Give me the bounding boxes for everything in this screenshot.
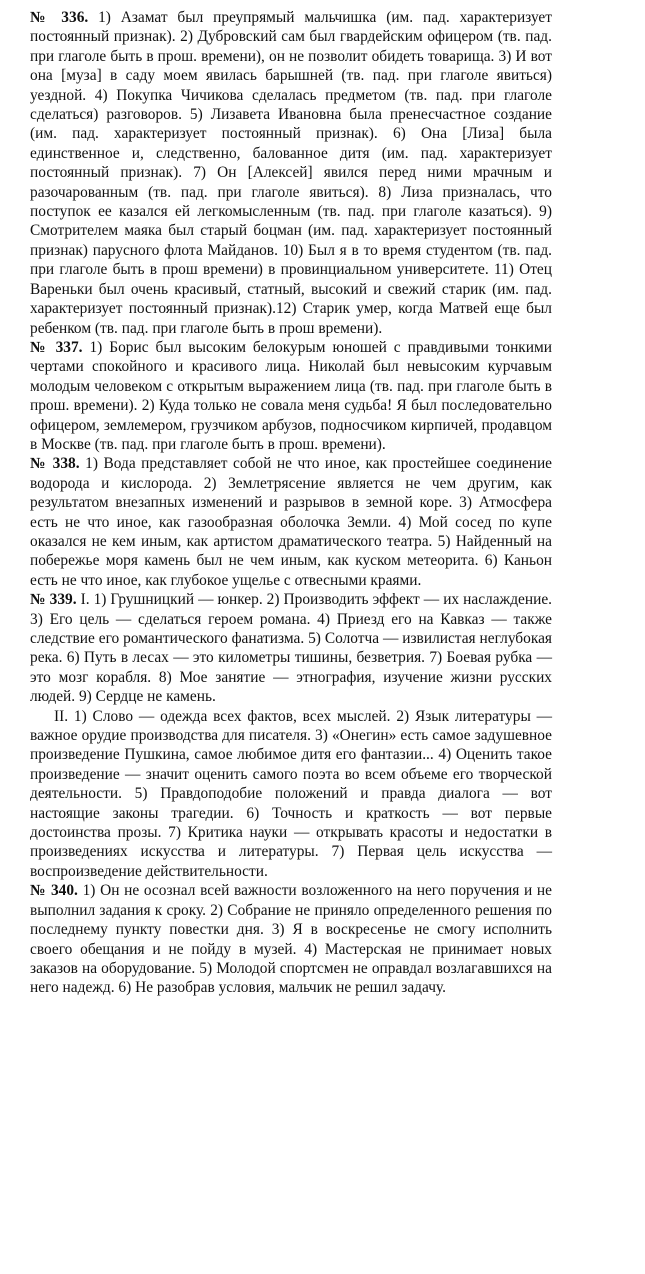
exercise-337: [30, 338, 552, 454]
exercise-339-part-2: [30, 707, 552, 882]
exercise-338: [30, 454, 552, 590]
exercise-text: II. 1) Слово — одежда всех фактов, всех мыслей. 2) Язык литературы — важное орудие производства для писателя. 3) «Онегин» есть самое задушевное произведение Пушкина, самое любимое дитя его фантазии... 4) Оценить такое произведение — значит оценить самого поэта во всем объеме его творческой деятельности. 5) Правдоподобие положений и правда диалога — вот настоящие законы трагедии. 6) Точность и краткость — вот первые достоинства прозы. 7) Критика науки — открывать красоты и недостатки в произведениях искусства и литературы. 7) Первая цель искусства — воспроизведение действительности.: [30, 707, 552, 880]
exercise-number: № 336.: [30, 9, 89, 26]
exercise-number: № 340.: [30, 882, 78, 900]
exercise-text: 1) Азамат был преупрямый мальчишка (им. пад. характеризует постоянный признак). 2) Дубровский сам был гвардейским офицером (тв. пад. при глаголе быть в прош. времени), он не позволит обидеть товарища. 3) И вот она [муза] в саду моем явилась барышней (тв. пад. при глаголе явиться) уездной. 4) Покупка Чичикова сделалась предметом (тв. пад. при глаголе сделаться) разговоров. 5) Лизавета Ивановна была пренесчастное создание (им. пад. характеризует постоянный признак). 6) Она [Лиза] была единственное и, следственно, балованное дитя (им. пад. характеризует постоянный признак). 7) Он [Алексей] явился перед ними мрачным и разочарованным (тв. пад. при глаголе явиться). 8) Лиза призналась, что поступок ее казался ей легкомысленным (тв. пад. при глаголе казаться). 9) Смотрителем маяка был старый боцман (им. пад. характеризует постоянный признак) парусного флота Майданов. 10) Был я в то время студентом (тв. пад. при глаголе быть в прош времени) в провинциальном университете. 11) Отец Вареньки был очень красивый, статный, высокий и свежий старик (им. пад. характеризует постоянный признак).12) Старик умер, когда Матвей еще был ребенком (тв. пад. при глаголе быть в прош времени).: [30, 9, 552, 337]
exercise-text: 1) Он не осознал всей важности возложенного на него поручения и не выполнил задания к сроку. 2) Собрание не приняло определенного решения по последнему пункту повестки дня. 3) Я в воскресенье не смогу исполнить своего обещания и не пойду в музей. 4) Мастерская не принимает новых заказов на оборудование. 5) Молодой спортсмен не оправдал возлагавшихся на него надежд. 6) Не разобрав условия, мальчик не решил задачу.: [30, 882, 552, 997]
exercise-number: № 337.: [30, 338, 83, 356]
exercise-340: [30, 881, 552, 997]
exercise-339-part-1: [30, 590, 552, 706]
exercise-text: I. 1) Грушницкий — юнкер. 2) Производить эффект — их наслаждение. 3) Его цель — сделаться героем романа. 4) Приезд его на Кавказ — также следствие его романтического фанатизма. 5) Солотча — извилистая неглубокая река. 6) Путь в лесах — это километры тишины, безветрия. 7) Боевая рубка — это мозг корабля. 8) Мое занятие — этнография, изучение жизни русских людей. 9) Сердце не камень.: [30, 591, 553, 706]
exercise-text: 1) Вода представляет собой не что иное, как простейшее соединение водорода и кислорода. 2) Землетрясение является не чем другим, как результатом внезапных изменений и разрывов в земной коре. 3) Атмосфера есть не что иное, как газообразная оболочка Земли. 4) Мой сосед по купе оказался не кем иным, как артистом драматического театра. 5) Найденный на побережье моря камень был не чем иным, как куском метеорита. 6) Каньон есть не что иное, как глубокое ущелье с отвесными краями.: [30, 455, 553, 589]
exercise-number: № 338.: [30, 455, 80, 473]
exercise-text: 1) Борис был высоким белокурым юношей с правдивыми тонкими чертами спокойного и красивого лица. Николай был невысоким курчавым молодым человеком с открытым выражением лица (тв. пад. при глаголе быть в прош. времени). 2) Куда только не совала меня судьба! Я был последовательно офицером, землемером, грузчиком арбузов, подносчиком кирпичей, продавцом в Москве (тв. пад. при глаголе быть в прош. времени).: [30, 338, 552, 453]
exercise-number: № 339.: [30, 591, 77, 609]
exercise-336: [30, 8, 552, 338]
document-page: [30, 8, 552, 998]
